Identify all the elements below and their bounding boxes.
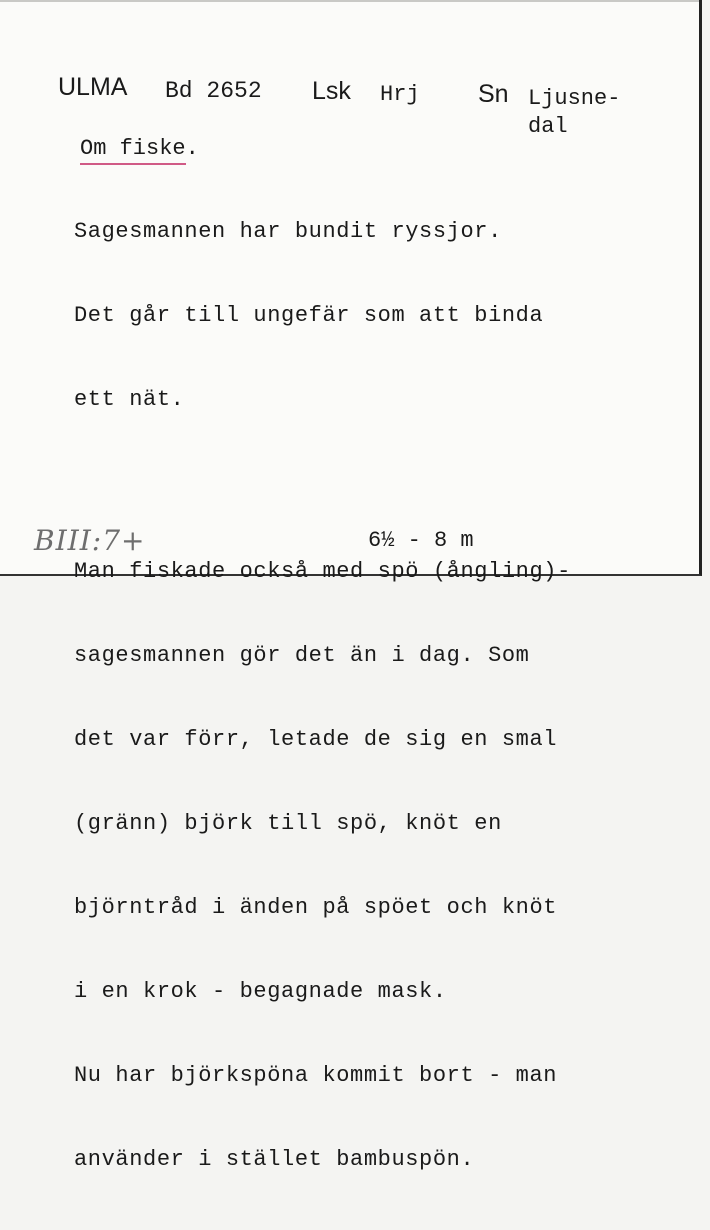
sn-value-line2: dal — [528, 114, 568, 139]
paragraph2-line: det var förr, letade de sig en smal — [74, 727, 558, 752]
paragraph1-line: Sagesmannen har bundit ryssjor. — [74, 219, 502, 244]
topic-suffix: . — [185, 136, 199, 161]
measure-text: 6½ - 8 m — [368, 528, 474, 553]
card-body — [74, 162, 571, 1230]
paragraph2-line: sagesmannen gör det än i dag. Som — [74, 643, 530, 668]
topic-underlined: Om fiske — [80, 136, 186, 165]
paragraph1-line: ett nät. — [74, 387, 185, 412]
sn-value-line1: Ljusne- — [528, 86, 621, 111]
lsk-label: Lsk — [312, 77, 351, 105]
paragraph-gap — [74, 470, 571, 502]
topic-heading — [80, 136, 199, 165]
paragraph2-line: Man fiskade också med spö (ångling)- — [74, 559, 571, 584]
archive-name: ULMA — [58, 73, 128, 101]
paragraph2-line: björntråd i änden på spöet och knöt — [74, 895, 558, 920]
paragraph1-line: Det går till ungefär som att binda — [74, 303, 544, 328]
paragraph2-line: använder i stället bambuspön. — [74, 1147, 475, 1172]
handwritten-signature: BIII:7+ — [34, 524, 146, 557]
lsk-value: Hrj — [380, 82, 420, 107]
paragraph2-line: Nu har björkspöna kommit bort - man — [74, 1063, 558, 1088]
bd-number: Bd 2652 — [165, 78, 262, 104]
sn-label: Sn — [478, 80, 509, 108]
paragraph2-line: i en krok - begagnade mask. — [74, 979, 447, 1004]
paragraph2-line: (gränn) björk till spö, knöt en — [74, 811, 502, 836]
